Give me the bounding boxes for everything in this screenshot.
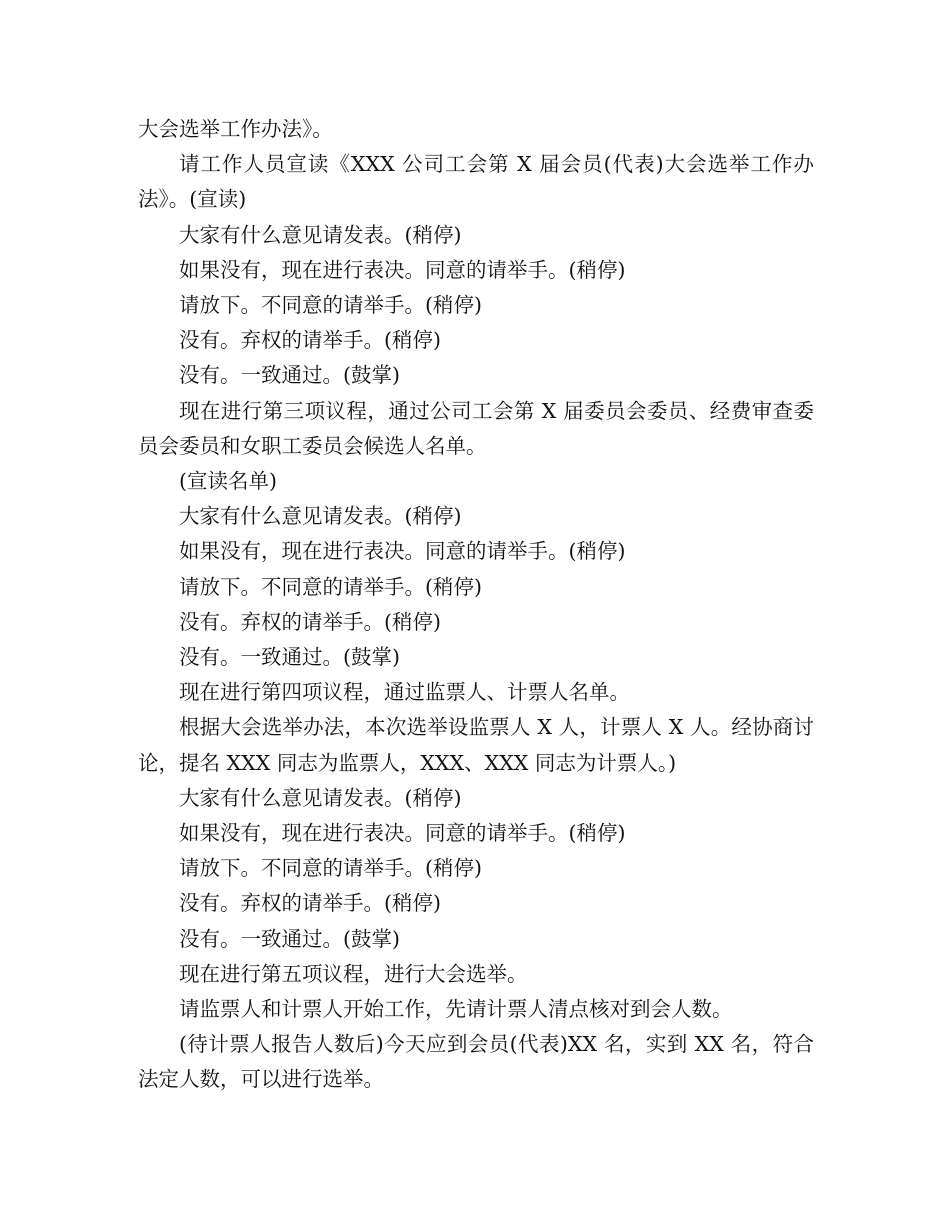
paragraph-10: 大家有什么意见请发表。(稍停) [179, 504, 462, 529]
paragraph-6: 没有。弃权的请举手。(稍停) [179, 328, 441, 353]
paragraph-19: 请放下。不同意的请举手。(稍停) [179, 856, 482, 881]
paragraph-17: 大家有什么意见请发表。(稍停) [179, 785, 462, 810]
paragraph-7: 没有。一致通过。(鼓掌) [179, 363, 400, 388]
paragraph-22: 现在进行第五项议程，进行大会选举。 [179, 961, 528, 986]
paragraph-13: 没有。弃权的请举手。(稍停) [179, 609, 441, 634]
paragraph-5: 请放下。不同意的请举手。(稍停) [179, 293, 482, 318]
document-page [138, 112, 814, 1098]
paragraph-3: 大家有什么意见请发表。(稍停) [179, 222, 462, 247]
paragraph-2: 请工作人员宣读《XXX 公司工会第 X 届会员(代表)大会选举工作办法》。(宣读) [138, 152, 814, 212]
paragraph-16: 根据大会选举办法，本次选举设监票人 X 人，计票人 X 人。经协商讨论，提名 XXX 同志为监票人，XXX、XXX 同志为计票人。) [138, 715, 814, 775]
paragraph-15: 现在进行第四项议程，通过监票人、计票人名单。 [179, 680, 630, 705]
paragraph-9: (宣读名单) [179, 469, 277, 494]
paragraph-24: (待计票人报告人数后)今天应到会员(代表)XX 名，实到 XX 名，符合法定人数，可以进行选举。 [138, 1032, 814, 1092]
paragraph-20: 没有。弃权的请举手。(稍停) [179, 891, 441, 916]
paragraph-14: 没有。一致通过。(鼓掌) [179, 645, 400, 670]
paragraph-18: 如果没有，现在进行表决。同意的请举手。(稍停) [179, 821, 626, 846]
paragraph-21: 没有。一致通过。(鼓掌) [179, 926, 400, 951]
paragraph-11: 如果没有，现在进行表决。同意的请举手。(稍停) [179, 539, 626, 564]
paragraph-23: 请监票人和计票人开始工作，先请计票人清点核对到会人数。 [179, 997, 733, 1022]
paragraph-12: 请放下。不同意的请举手。(稍停) [179, 574, 482, 599]
paragraph-1: 大会选举工作办法》。 [138, 117, 333, 141]
paragraph-8: 现在进行第三项议程，通过公司工会第 X 届委员会委员、经费审查委员会委员和女职工委员会候选人名单。 [138, 398, 814, 458]
paragraph-4: 如果没有，现在进行表决。同意的请举手。(稍停) [179, 257, 626, 282]
